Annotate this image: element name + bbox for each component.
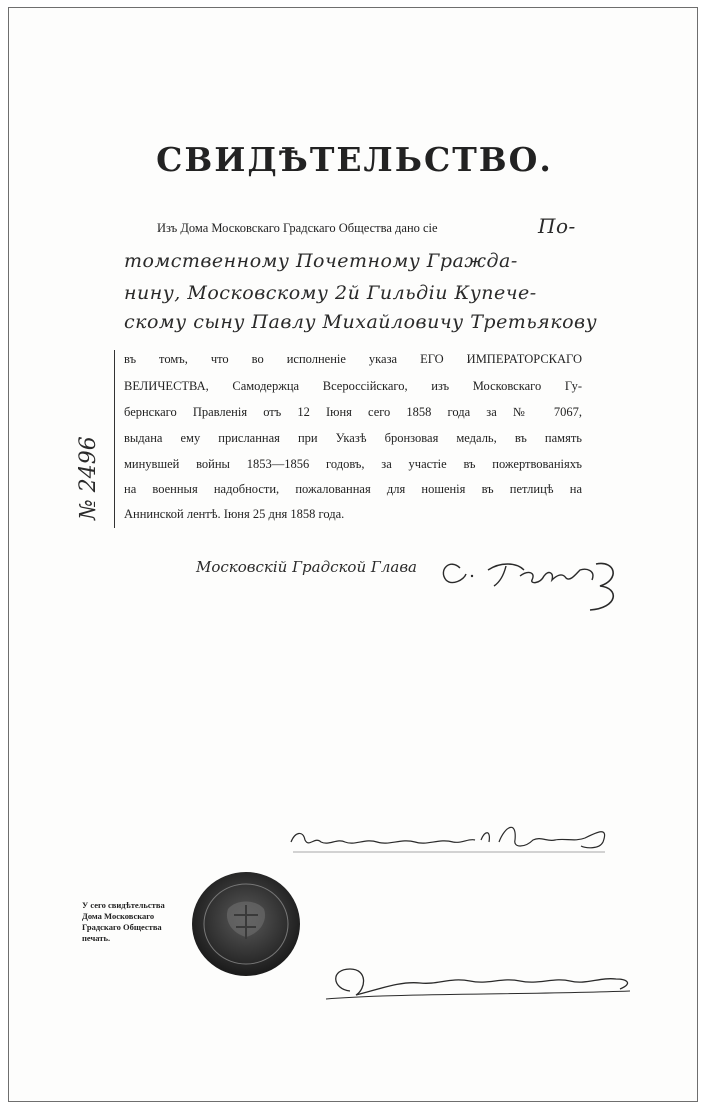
mayor-signature: [420, 540, 620, 620]
body-line-4: выдана ему присланная при Указѣ бронзовая медаль, въ память: [124, 431, 582, 445]
official-signature: [320, 955, 640, 1010]
handwritten-line-2: томственному Почетному Гражда-: [124, 250, 518, 272]
document-title: СВИДѢТЕЛЬСТВО.: [156, 140, 553, 179]
handwritten-line-1: По-: [538, 214, 576, 238]
body-line-2: ВЕЛИЧЕСТВА, Самодержца Всероссійскаго, изъ Московскаго Гу-: [124, 379, 582, 393]
body-line-3: бернскаго Правленія отъ 12 Іюня сего 1858 года за № 7067,: [124, 405, 582, 419]
register-number: № 2496: [76, 436, 101, 520]
secretary-signature: [285, 812, 615, 862]
wax-seal: [188, 869, 306, 979]
handwritten-line-3: нину, Московскому 2й Гильдіи Купече-: [124, 282, 537, 304]
body-line-7: Аннинской лентѣ. Іюня 25 дня 1858 года.: [124, 507, 345, 521]
body-line-5: минувшей войны 1853—1856 годовъ, за участіе въ пожертвованіяхъ: [124, 457, 582, 471]
handwritten-line-4: скому сыну Павлу Михайловичу Третьякову: [124, 311, 598, 333]
margin-rule: [114, 350, 115, 528]
intro-text: Изъ Дома Московскаго Градскаго Общества дано сіе: [157, 221, 438, 235]
seal-caption: У сего свидѣтельства Дома Московскаго Градскаго Общества печать.: [82, 900, 165, 943]
mayor-label: Московскій Градской Глава: [196, 558, 417, 576]
body-line-6: на военныя надобности, пожалованная для ношенія въ петлицѣ на: [124, 482, 582, 496]
body-line-1: въ томъ, что во исполненіе указа ЕГО ИМПЕРАТОРСКАГО: [124, 352, 582, 366]
